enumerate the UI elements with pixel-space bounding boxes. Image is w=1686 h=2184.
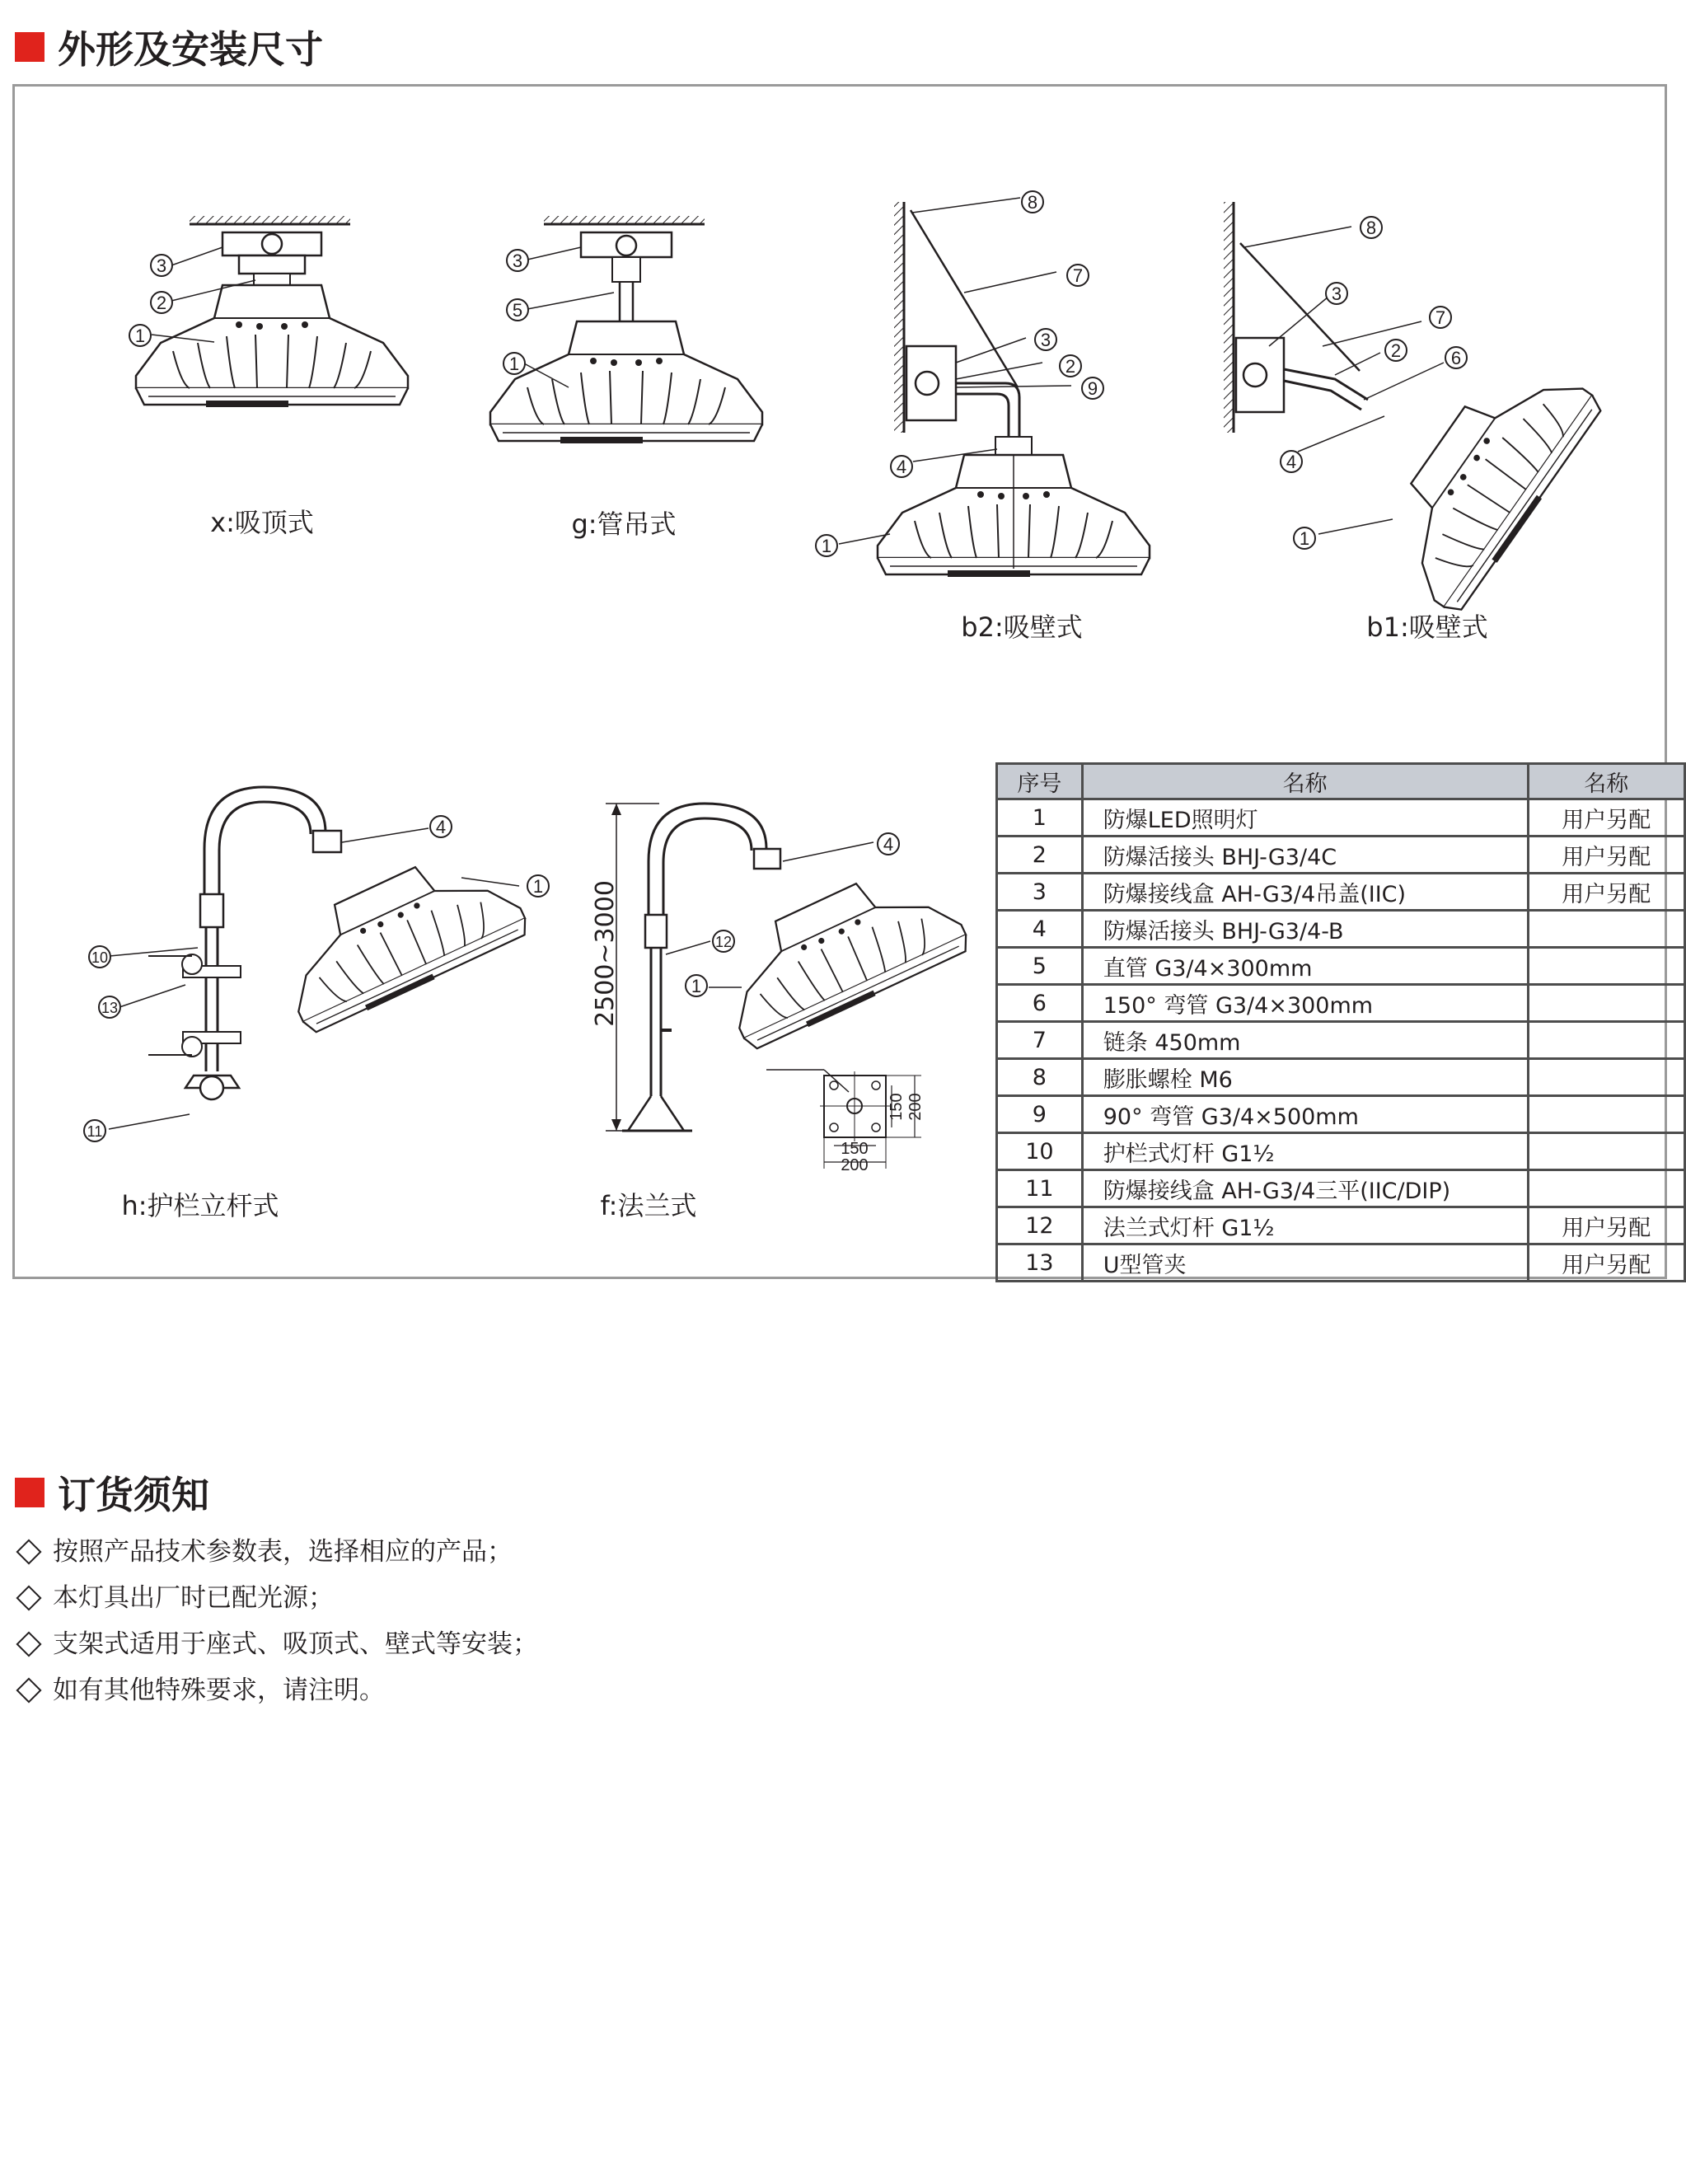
caption-b2: b2:吸壁式: [961, 612, 1083, 643]
table-row: [997, 1170, 1685, 1207]
diamond-bullet-icon: [16, 1539, 41, 1564]
callout: [507, 299, 528, 321]
callout: [151, 255, 172, 276]
cell-note: 用户另配: [1528, 874, 1684, 911]
table-row: [997, 911, 1685, 948]
callout: [1082, 377, 1103, 399]
note-text: 如有其他特殊要求，请注明。: [53, 1675, 385, 1705]
svg-text:4: 4: [1286, 452, 1297, 472]
caption-g: g:管吊式: [571, 509, 677, 540]
table-row: [997, 1207, 1685, 1244]
svg-text:1: 1: [1299, 528, 1310, 549]
table-row: [997, 837, 1685, 874]
callout: [430, 816, 452, 837]
svg-text:1: 1: [508, 354, 520, 374]
red-square-icon: [15, 1478, 44, 1507]
callout: [1022, 191, 1043, 213]
svg-text:10: 10: [91, 949, 109, 966]
callout: [1060, 355, 1081, 377]
svg-text:3: 3: [1331, 284, 1342, 304]
table-row: [997, 1022, 1685, 1059]
table-row: [997, 948, 1685, 985]
cell-name: 防爆活接头 BHJ-G3/4-B: [1082, 911, 1528, 948]
callout: [1385, 340, 1407, 361]
table-row: [997, 1059, 1685, 1096]
callout: [1294, 527, 1315, 549]
svg-text:1: 1: [532, 876, 544, 897]
table-row: [997, 985, 1685, 1022]
svg-text:1: 1: [821, 536, 832, 556]
caption-b1: b1:吸壁式: [1366, 612, 1488, 643]
cell-name: 防爆活接头 BHJ-G3/4C: [1082, 837, 1528, 874]
cell-no: 6: [997, 985, 1083, 1022]
diamond-bullet-icon: [16, 1631, 41, 1657]
callout: [1361, 217, 1382, 238]
section-title-text: 订货须知: [58, 1473, 209, 1517]
callout: [89, 946, 110, 968]
callout: [686, 975, 707, 996]
cell-no: 1: [997, 799, 1083, 837]
svg-text:12: 12: [714, 934, 733, 950]
dimension-height: 2500~3000: [591, 880, 620, 1027]
cell-name: 防爆接线盒 AH-G3/4吊盖(IIC): [1082, 874, 1528, 911]
cell-note: [1528, 1022, 1684, 1059]
svg-text:8: 8: [1365, 218, 1377, 238]
figure-g-pendant: [490, 216, 762, 443]
section-title-text: 外形及安装尺寸: [58, 27, 323, 72]
list-item: [15, 1575, 538, 1621]
note-text: 支架式适用于座式、吸顶式、壁式等安装；: [53, 1629, 538, 1659]
callout: [1430, 307, 1451, 328]
parts-table: [995, 762, 1686, 1282]
table-row: [997, 1133, 1685, 1170]
cell-name: 防爆接线盒 AH-G3/4三平(IIC/DIP): [1082, 1170, 1528, 1207]
figure-b1-wall: [1224, 202, 1607, 617]
svg-text:2: 2: [1065, 356, 1076, 377]
figure-x-ceiling: [136, 216, 408, 407]
cell-note: 用户另配: [1528, 837, 1684, 874]
svg-text:13: 13: [101, 1000, 119, 1016]
callout: [151, 292, 172, 313]
callout: [1326, 283, 1347, 304]
svg-text:3: 3: [156, 255, 167, 276]
callout: [99, 996, 120, 1018]
dimension-inner-h: 150: [841, 1140, 869, 1158]
diamond-bullet-icon: [16, 1585, 41, 1610]
cell-note: [1528, 1096, 1684, 1133]
table-row: [997, 1096, 1685, 1133]
cell-name: U型管夹: [1082, 1244, 1528, 1282]
ordering-notes: [15, 1529, 538, 1713]
callout: [891, 456, 912, 477]
cell-note: 用户另配: [1528, 1207, 1684, 1244]
cell-no: 7: [997, 1022, 1083, 1059]
svg-text:2: 2: [1390, 340, 1402, 361]
caption-h: h:护栏立杆式: [121, 1190, 279, 1221]
note-text: 本灯具出厂时已配光源；: [53, 1583, 334, 1613]
svg-text:2: 2: [156, 293, 167, 313]
svg-text:7: 7: [1435, 307, 1446, 328]
cell-name: 150° 弯管 G3/4×300mm: [1082, 985, 1528, 1022]
cell-name: 直管 G3/4×300mm: [1082, 948, 1528, 985]
cell-no: 3: [997, 874, 1083, 911]
svg-text:4: 4: [435, 817, 447, 837]
callout: [1067, 265, 1089, 286]
caption-x: x:吸顶式: [210, 507, 314, 538]
cell-note: 用户另配: [1528, 1244, 1684, 1282]
table-header-row: [997, 764, 1685, 799]
svg-text:5: 5: [512, 300, 523, 321]
callout: [503, 353, 525, 374]
table-row: [997, 1244, 1685, 1282]
svg-text:9: 9: [1087, 378, 1098, 399]
svg-text:8: 8: [1027, 192, 1038, 213]
callout: [1445, 347, 1467, 368]
note-text: 按照产品技术参数表，选择相应的产品；: [53, 1537, 513, 1567]
callout: [507, 250, 528, 271]
list-item: [15, 1667, 538, 1713]
cell-note: [1528, 911, 1684, 948]
svg-text:1: 1: [691, 976, 702, 996]
section-title-ordering: [15, 1465, 209, 1520]
dimension-outer-v: 200: [906, 1093, 925, 1121]
cell-no: 4: [997, 911, 1083, 948]
cell-no: 9: [997, 1096, 1083, 1133]
cell-note: [1528, 985, 1684, 1022]
svg-text:11: 11: [87, 1123, 103, 1140]
callout: [1035, 329, 1056, 350]
cell-name: 护栏式灯杆 G1½: [1082, 1133, 1528, 1170]
callout: [1281, 451, 1302, 472]
cell-name: 90° 弯管 G3/4×500mm: [1082, 1096, 1528, 1133]
cell-name: 法兰式灯杆 G1½: [1082, 1207, 1528, 1244]
caption-f: f:法兰式: [600, 1190, 697, 1221]
cell-name: 膨胀螺栓 M6: [1082, 1059, 1528, 1096]
callout: [84, 1120, 105, 1141]
cell-no: 10: [997, 1133, 1083, 1170]
cell-name: 防爆LED照明灯: [1082, 799, 1528, 837]
cell-name: 链条 450mm: [1082, 1022, 1528, 1059]
cell-no: 13: [997, 1244, 1083, 1282]
cell-note: [1528, 1133, 1684, 1170]
cell-no: 5: [997, 948, 1083, 985]
table-row: [997, 799, 1685, 837]
table-row: [997, 874, 1685, 911]
svg-text:3: 3: [1040, 330, 1051, 350]
svg-text:4: 4: [896, 457, 907, 477]
svg-text:4: 4: [883, 834, 894, 855]
callout: [527, 875, 549, 897]
callout: [816, 535, 837, 556]
list-item: [15, 1621, 538, 1667]
callout: [713, 930, 734, 952]
dimension-inner-v: 150: [887, 1093, 906, 1121]
figure-h-guardrail: [109, 787, 532, 1129]
header-note: 名称: [1528, 764, 1684, 799]
dimension-outer-h: 200: [841, 1156, 869, 1174]
cell-no: 8: [997, 1059, 1083, 1096]
cell-no: 11: [997, 1170, 1083, 1207]
list-item: [15, 1529, 538, 1575]
cell-note: [1528, 1059, 1684, 1096]
callout: [129, 325, 151, 346]
svg-text:3: 3: [512, 251, 523, 271]
cell-note: 用户另配: [1528, 799, 1684, 837]
callout: [878, 833, 899, 855]
cell-note: [1528, 948, 1684, 985]
svg-text:1: 1: [134, 326, 146, 346]
svg-text:7: 7: [1072, 265, 1084, 286]
cell-no: 12: [997, 1207, 1083, 1244]
header-name: 名称: [1082, 764, 1528, 799]
cell-note: [1528, 1170, 1684, 1207]
diamond-bullet-icon: [16, 1677, 41, 1703]
svg-text:6: 6: [1450, 348, 1462, 368]
header-no: 序号: [997, 764, 1083, 799]
cell-no: 2: [997, 837, 1083, 874]
